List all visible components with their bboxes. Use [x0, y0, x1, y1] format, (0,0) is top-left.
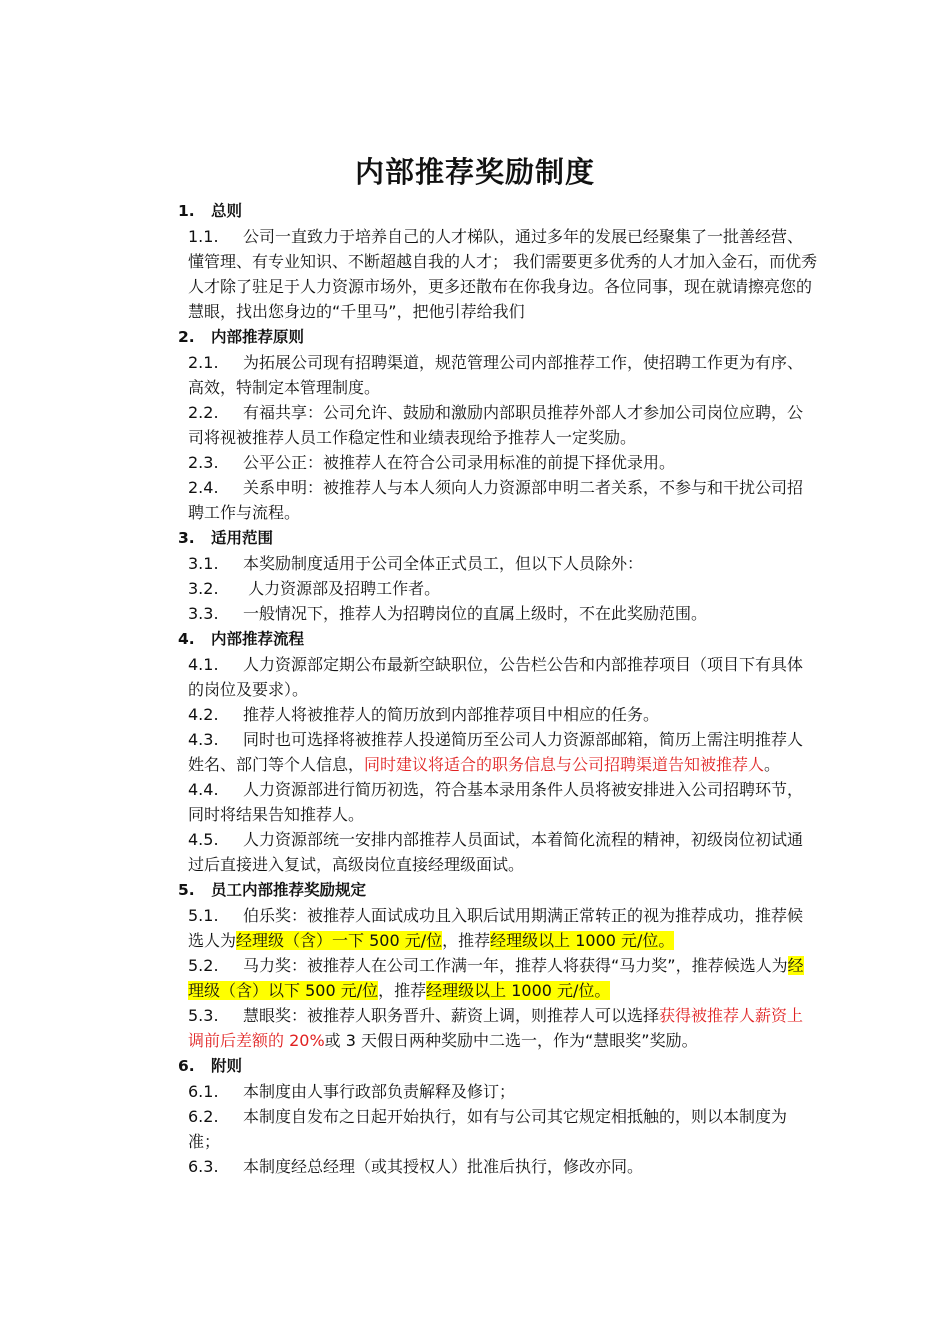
red-emphasis-text: 同时建议将适合的职务信息与公司招聘渠道告知被推荐人: [364, 755, 765, 774]
clause-text: 推荐人将被推荐人的简历放到内部推荐项目中相应的任务。: [243, 705, 660, 724]
section-title: 总则: [211, 202, 243, 220]
clause-number: 5.2.: [188, 956, 219, 975]
clause-text: 慧眼奖：被推荐人职务晋升、薪资上调，则推荐人可以选择: [243, 1006, 660, 1025]
clause-number: 2.3.: [188, 453, 219, 472]
clause: [178, 903, 818, 953]
clause-text: 本制度自发布之日起开始执行，如有与公司其它规定相抵触的，则以本制度为准；: [188, 1107, 788, 1151]
section-number: 2.: [178, 328, 195, 346]
clause: [178, 727, 818, 777]
clause-number: 2.1.: [188, 353, 219, 372]
red-emphasis-text: 获得被推荐人薪资上调前后差额的 20%: [188, 1006, 804, 1050]
clause-text: 公平公正：被推荐人在符合公司录用标准的前提下择优录用。: [243, 453, 676, 472]
clause-text: 本制度经总经理（或其授权人）批准后执行，修改亦同。: [243, 1157, 644, 1176]
clause-text: ，推荐: [378, 981, 427, 1000]
section-heading: [178, 878, 818, 903]
section-title: 内部推荐流程: [211, 630, 305, 648]
section-heading: [178, 1054, 818, 1079]
clause-text: 伯乐奖：被推荐人面试成功且入职后试用期满正常转正的视为推荐成功，推荐候选人为: [188, 906, 804, 950]
highlighted-text: 经理级以上 1000 元/位。: [490, 931, 675, 950]
clause: [178, 224, 818, 324]
section-title: 附则: [211, 1057, 243, 1075]
section-heading: [178, 199, 818, 224]
clause-text: ，推荐: [442, 931, 491, 950]
section-title: 内部推荐原则: [211, 328, 305, 346]
clause-number: 6.1.: [188, 1082, 219, 1101]
clause: [178, 702, 818, 727]
clause: [178, 551, 818, 576]
clause: [178, 350, 818, 400]
clause-number: 3.3.: [188, 604, 219, 623]
clause: [178, 827, 818, 877]
clause: [178, 576, 818, 601]
document-body: [178, 198, 818, 1179]
section-number: 1.: [178, 202, 195, 220]
section-heading: [178, 627, 818, 652]
clause-number: 5.1.: [188, 906, 219, 925]
clause: [178, 777, 818, 827]
clause-text: 。: [764, 755, 781, 774]
highlighted-text: 经理级（含）以下 500 元/位: [188, 956, 804, 1000]
clause-text: 本奖励制度适用于公司全体正式员工，但以下人员除外：: [243, 554, 644, 573]
clause-text: 人力资源部定期公布最新空缺职位，公告栏公告和内部推荐项目（项目下有具体的岗位及要求）。: [188, 655, 804, 699]
section-number: 6.: [178, 1057, 195, 1075]
clause: [178, 475, 818, 525]
clause-number: 6.3.: [188, 1157, 219, 1176]
clause-text: 一般情况下，推荐人为招聘岗位的直属上级时，不在此奖励范围。: [243, 604, 708, 623]
clause-text: 或 3 天假日两种奖励中二选一，作为“慧眼奖”奖励。: [324, 1031, 698, 1050]
section-number: 3.: [178, 529, 195, 547]
clause: [178, 1079, 818, 1104]
clause-text: 公司一直致力于培养自己的人才梯队，通过多年的发展已经聚集了一批善经营、懂管理、有专业知识、不断超越自我的人才； 我们需要更多优秀的人才加入金石，而优秀人才除了驻足于人力资源市场外，更多还散布在你我身边。各位同事，现在就请擦亮您的慧眼，找出您身边的“千里马”，把他引荐给我们: [188, 227, 818, 321]
clause-text: 人力资源部统一安排内部推荐人员面试，本着简化流程的精神，初级岗位初试通过后直接进入复试，高级岗位直接经理级面试。: [188, 830, 804, 874]
clause-number: 4.5.: [188, 830, 219, 849]
clause-text: 人力资源部进行简历初选，符合基本录用条件人员将被安排进入公司招聘环节，同时将结果告知推荐人。: [188, 780, 804, 824]
clause-text: 同时也可选择将被推荐人投递简历至公司人力资源部邮箱，简历上需注明推荐人姓名、部门等个人信息，: [188, 730, 804, 774]
section-heading: [178, 526, 818, 551]
section-number: 4.: [178, 630, 195, 648]
clause-number: 4.2.: [188, 705, 219, 724]
document-title: 内部推荐奖励制度: [354, 155, 595, 189]
clause: [178, 953, 818, 1003]
clause-text: 马力奖：被推荐人在公司工作满一年，推荐人将获得“马力奖”，推荐候选人为: [243, 956, 788, 975]
clause-number: 5.3.: [188, 1006, 219, 1025]
clause-text: 人力资源部及招聘工作者。: [243, 579, 441, 598]
clause-number: 1.1.: [188, 227, 219, 246]
clause: [178, 1003, 818, 1053]
section-title: 员工内部推荐奖励规定: [211, 881, 367, 899]
clause: [178, 1104, 818, 1154]
clause: [178, 450, 818, 475]
clause: [178, 601, 818, 626]
section-number: 5.: [178, 881, 195, 899]
clause-text: 有福共享：公司允许、鼓励和激励内部职员推荐外部人才参加公司岗位应聘，公司将视被推荐人员工作稳定性和业绩表现给予推荐人一定奖励。: [188, 403, 804, 447]
clause-number: 3.1.: [188, 554, 219, 573]
section-heading: [178, 325, 818, 350]
clause-number: 4.1.: [188, 655, 219, 674]
clause-number: 2.4.: [188, 478, 219, 497]
clause-number: 3.2.: [188, 579, 219, 598]
clause-number: 6.2.: [188, 1107, 219, 1126]
clause-number: 4.4.: [188, 780, 219, 799]
clause-text: 本制度由人事行政部负责解释及修订；: [243, 1082, 516, 1101]
highlighted-text: 经理级以上 1000 元/位。: [426, 981, 611, 1000]
clause: [178, 1154, 818, 1179]
clause-text: 关系申明：被推荐人与本人须向人力资源部申明二者关系，不参与和干扰公司招聘工作与流程。: [188, 478, 804, 522]
highlighted-text: 经理级（含）一下 500 元/位: [236, 931, 443, 950]
clause-number: 4.3.: [188, 730, 219, 749]
clause: [178, 400, 818, 450]
clause-number: 2.2.: [188, 403, 219, 422]
clause: [178, 652, 818, 702]
section-title: 适用范围: [211, 529, 274, 547]
clause-text: 为拓展公司现有招聘渠道，规范管理公司内部推荐工作，使招聘工作更为有序、高效，特制定本管理制度。: [188, 353, 804, 397]
